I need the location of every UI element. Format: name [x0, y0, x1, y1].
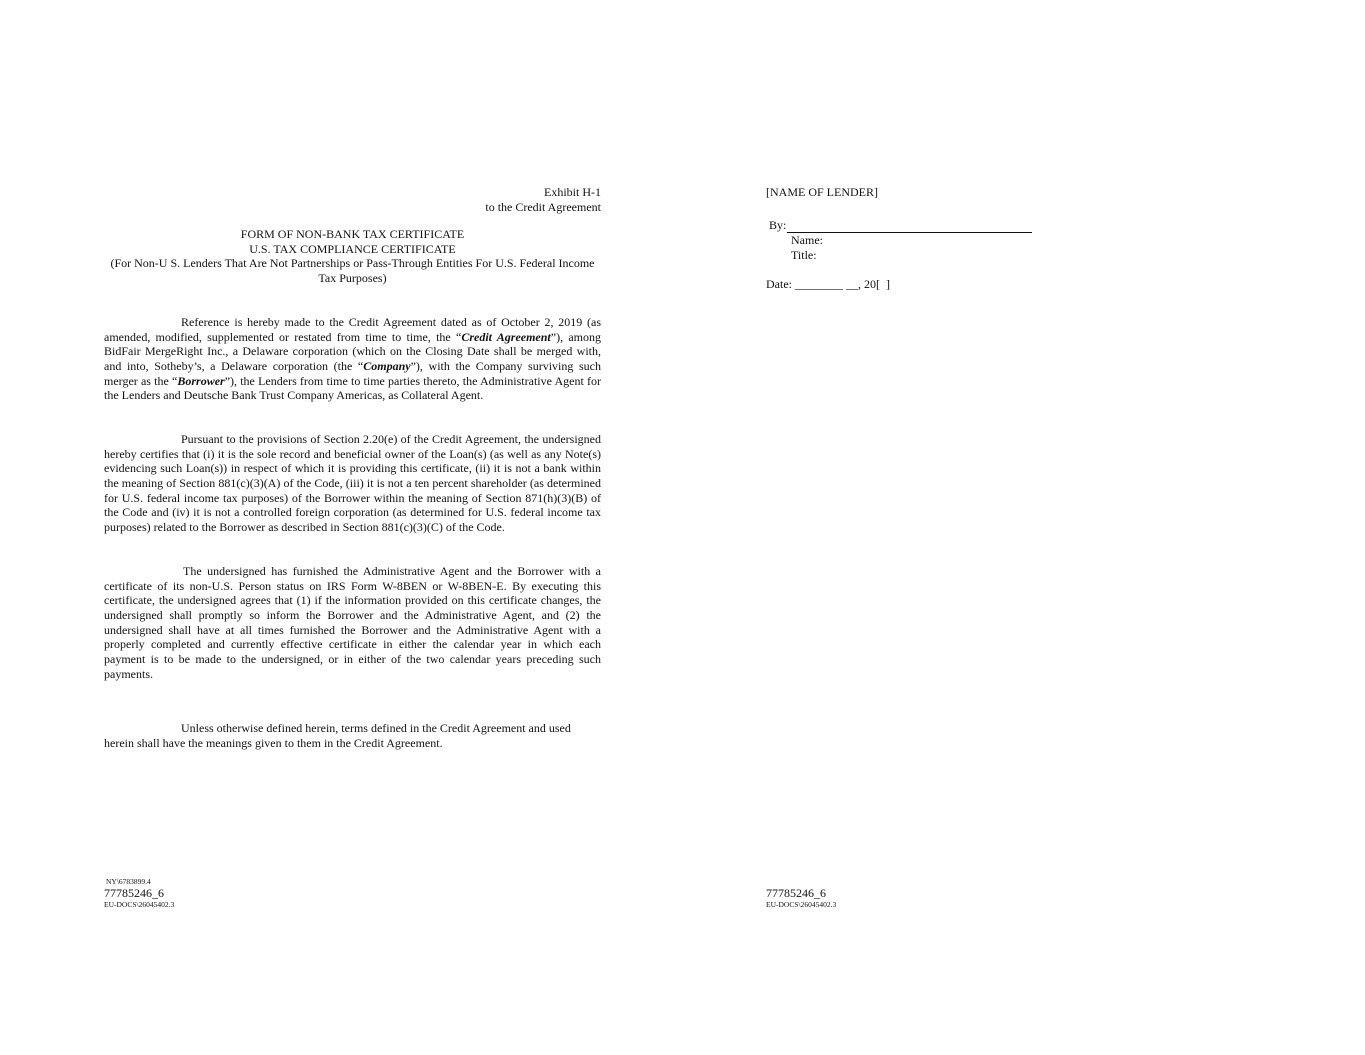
name-label: Name: [791, 233, 823, 247]
right-page [766, 0, 1066, 1055]
paragraph-1-part-3: ”), with the Company surviving such merger as the “ [104, 358, 601, 388]
certificate-title [104, 227, 601, 285]
defined-term-credit-agreement: Credit Agreement [461, 329, 551, 344]
exhibit-label: Exhibit H-1 [544, 185, 601, 199]
defined-term-borrower: Borrower [177, 373, 225, 388]
paragraph-form-furnished [104, 564, 601, 681]
footer-ny-reference: NY\6783899.4 [106, 877, 151, 886]
title-line-3: (For Non-U S. Lenders That Are Not Partnerships or Pass-Through Entities For U.S. Federal Income Tax Purposes) [110, 256, 595, 285]
title-line-2: U.S. TAX COMPLIANCE CERTIFICATE [249, 241, 456, 256]
signature-rule [787, 219, 1032, 233]
paragraph-2-text: Pursuant to the provisions of Section 2.20(e) of the Credit Agreement, the undersigned hereby certifies that (i) it is the sole record and beneficial owner of the Loan(s) (as well as any Note(s) evidencing such Loan(s)) in respect of which it is providing this certificate, (ii) it is not a bank within the meaning of Section 881(c)(3)(A) of the Code, (iii) it is not a ten percent shareholder (as determined for U.S. federal income tax purposes) of the Borrower within the meaning of Section 871(h)(3)(B) of the Code and (iv) it is not a controlled foreign corporation (as determined for U.S. federal income tax purposes) related to the Borrower as described in Section 881(c)(3)(C) of the Code. [104, 432, 601, 534]
paragraph-4-text: Unless otherwise defined herein, terms defined in the Credit Agreement and used herein shall have the meanings given to them in the Credit Agreement. [104, 721, 571, 750]
paragraph-certification [104, 432, 601, 535]
paragraph-1-part-2: ”), among BidFair MergeRight Inc., a Delaware corporation (which on the Closing Date shall be merged with, and into, Sotheby’s, a Delaware corporation (the “ [104, 329, 602, 373]
lender-name-placeholder: [NAME OF LENDER] [766, 185, 878, 199]
paragraph-1-part-4: ”), the Lenders from time to time parties thereto, the Administrative Agent for the Lenders and Deutsche Bank Trust Company Americas, as Collateral Agent. [104, 373, 601, 403]
by-label: By: [769, 218, 787, 232]
exhibit-heading [485, 185, 601, 215]
title-line-1: FORM OF NON-BANK TAX CERTIFICATE [240, 227, 465, 241]
footer-doc-number: 77785246_6 [104, 886, 164, 900]
defined-term-company: Company [363, 358, 411, 373]
paragraph-3-text: The undersigned has furnished the Administrative Agent and the Borrower with a certificate of its non-U.S. Person status on IRS Form W-8BEN or W-8BEN-E. By executing this certificate, the undersigned agrees that (1) if the information provided on this certificate changes, the undersigned shall promptly so inform the Borrower and the Administrative Agent, and (2) the undersigned shall have at all times furnished the Borrower and the Administrative Agent with a properly completed and currently effective certificate in either the calendar year in which each payment is to be made to the undersigned, or in either of the two calendar years preceding such payments. [104, 564, 601, 681]
footer-doc-number-right: 77785246_6 [766, 886, 826, 900]
paragraph-reference [104, 315, 601, 403]
title-label: Title: [791, 248, 817, 262]
date-line: Date: ________ __, 20[ ] [766, 277, 890, 291]
exhibit-subtitle: to the Credit Agreement [485, 200, 601, 214]
signature-by-line [769, 218, 1032, 233]
paragraph-1-part-1: Reference is hereby made to the Credit Agreement dated as of October 2, 2019 (as amended, modified, supplemented or restated from time to time, the “ [104, 315, 601, 344]
footer-eu-reference: EU-DOCS\26045402.3 [104, 900, 175, 909]
left-page [104, 0, 601, 1055]
paragraph-definitions [104, 721, 601, 750]
footer-eu-reference-right: EU-DOCS\26045402.3 [766, 900, 837, 909]
